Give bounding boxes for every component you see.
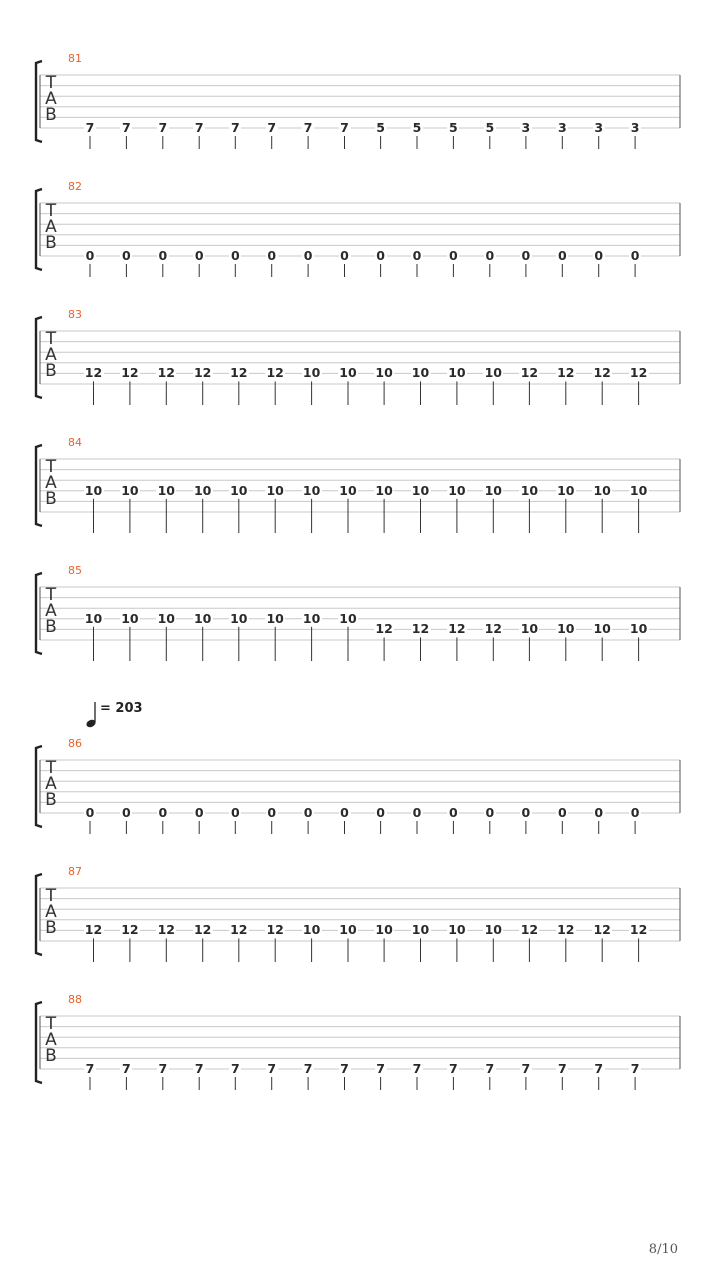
fret-number: 7 xyxy=(194,120,204,135)
fret-number: 7 xyxy=(230,120,240,135)
fret-number: 12 xyxy=(266,922,284,938)
fret-number: 0 xyxy=(412,805,422,820)
fret-number: 10 xyxy=(629,482,648,498)
fret-number: 12 xyxy=(484,621,502,637)
tab-clef-letter: A xyxy=(45,217,57,237)
fret-number: 0 xyxy=(122,805,131,820)
fret-number: 12 xyxy=(375,621,393,637)
fret-number: 10 xyxy=(84,482,103,498)
fret-number: 12 xyxy=(193,365,212,381)
fret-number: 0 xyxy=(303,805,313,820)
tab-clef-letter: A xyxy=(45,1030,57,1050)
fret-number: 5 xyxy=(485,120,495,135)
tab-clef-letter: B xyxy=(45,361,57,381)
fret-number: 10 xyxy=(157,610,175,626)
fret-number: 10 xyxy=(484,922,502,938)
fret-number: 12 xyxy=(593,922,611,938)
fret-number: 10 xyxy=(520,621,539,637)
fret-number: 10 xyxy=(484,482,502,498)
fret-number: 10 xyxy=(302,482,321,498)
fret-number: 3 xyxy=(594,120,604,135)
fret-number: 0 xyxy=(194,248,204,263)
fret-number: 12 xyxy=(557,365,575,381)
fret-number: 12 xyxy=(411,621,430,637)
tab-clef-letter: T xyxy=(45,73,57,93)
fret-number: 10 xyxy=(593,621,611,637)
fret-number: 10 xyxy=(339,365,357,381)
fret-number: 7 xyxy=(158,120,168,135)
fret-number: 3 xyxy=(557,120,567,135)
fret-number: 12 xyxy=(557,922,575,938)
fret-number: 0 xyxy=(485,805,495,820)
tab-staff xyxy=(0,1000,720,1090)
measure-number: 81 xyxy=(68,52,82,65)
tab-clef-letter: T xyxy=(45,201,57,221)
fret-number: 12 xyxy=(593,365,611,381)
fret-number: 7 xyxy=(122,1061,131,1076)
fret-number: 3 xyxy=(630,120,640,135)
fret-number: 10 xyxy=(121,610,139,626)
fret-number: 0 xyxy=(521,248,531,263)
fret-number: 12 xyxy=(84,365,103,381)
fret-number: 0 xyxy=(267,248,277,263)
fret-number: 10 xyxy=(302,922,321,938)
fret-number: 7 xyxy=(122,120,131,135)
quarter-note-icon xyxy=(84,700,98,730)
fret-number: 7 xyxy=(376,1061,385,1076)
tempo-marking xyxy=(84,700,164,730)
tab-clef-letter: T xyxy=(45,585,57,605)
fret-number: 10 xyxy=(629,621,648,637)
fret-number: 7 xyxy=(194,1061,204,1076)
fret-number: 7 xyxy=(85,120,95,135)
fret-number: 10 xyxy=(193,610,212,626)
tab-staff xyxy=(0,315,720,405)
tab-clef-letter: B xyxy=(45,489,57,509)
fret-number: 7 xyxy=(630,1061,640,1076)
fret-number: 12 xyxy=(157,922,175,938)
measure-number: 85 xyxy=(68,564,82,577)
fret-number: 7 xyxy=(449,1061,458,1076)
fret-number: 7 xyxy=(594,1061,604,1076)
fret-number: 10 xyxy=(302,365,321,381)
fret-number: 0 xyxy=(158,805,168,820)
fret-number: 10 xyxy=(339,610,357,626)
fret-number: 10 xyxy=(448,482,466,498)
fret-number: 0 xyxy=(85,805,95,820)
page-number: 8/10 xyxy=(648,1242,678,1257)
fret-number: 7 xyxy=(230,1061,240,1076)
fret-number: 0 xyxy=(449,805,458,820)
fret-number: 0 xyxy=(594,805,604,820)
tab-clef-letter: B xyxy=(45,233,57,253)
fret-number: 7 xyxy=(158,1061,168,1076)
fret-number: 0 xyxy=(158,248,168,263)
fret-number: 12 xyxy=(520,922,539,938)
tab-staff xyxy=(0,187,720,277)
fret-number: 7 xyxy=(303,120,313,135)
fret-number: 0 xyxy=(122,248,131,263)
tab-clef-letter: B xyxy=(45,617,57,637)
fret-number: 12 xyxy=(121,922,139,938)
fret-number: 7 xyxy=(267,120,277,135)
tab-staff xyxy=(0,571,720,661)
fret-number: 10 xyxy=(375,365,393,381)
fret-number: 0 xyxy=(340,248,349,263)
tab-clef-letter: B xyxy=(45,790,57,810)
fret-number: 12 xyxy=(448,621,466,637)
fret-number: 10 xyxy=(157,482,175,498)
fret-number: 7 xyxy=(267,1061,277,1076)
fret-number: 12 xyxy=(266,365,284,381)
fret-number: 10 xyxy=(557,482,575,498)
fret-number: 0 xyxy=(557,248,567,263)
fret-number: 10 xyxy=(520,482,539,498)
fret-number: 10 xyxy=(230,482,248,498)
tab-clef-letter: T xyxy=(45,758,57,778)
tab-clef-letter: B xyxy=(45,918,57,938)
fret-number: 12 xyxy=(230,365,248,381)
fret-number: 12 xyxy=(230,922,248,938)
fret-number: 0 xyxy=(594,248,604,263)
fret-number: 0 xyxy=(230,248,240,263)
fret-number: 0 xyxy=(267,805,277,820)
tab-clef-letter: A xyxy=(45,89,57,109)
tab-clef-letter: A xyxy=(45,902,57,922)
tab-clef-letter: T xyxy=(45,1014,57,1034)
fret-number: 0 xyxy=(485,248,495,263)
fret-number: 7 xyxy=(303,1061,313,1076)
fret-number: 7 xyxy=(412,1061,422,1076)
fret-number: 0 xyxy=(412,248,422,263)
tab-clef-letter: B xyxy=(45,105,57,125)
fret-number: 10 xyxy=(411,482,430,498)
tab-staff xyxy=(0,744,720,834)
fret-number: 0 xyxy=(303,248,313,263)
fret-number: 10 xyxy=(121,482,139,498)
fret-number: 10 xyxy=(448,922,466,938)
tab-clef-letter: A xyxy=(45,345,57,365)
tab-clef-letter: B xyxy=(45,1046,57,1066)
fret-number: 10 xyxy=(302,610,321,626)
measure-number: 86 xyxy=(68,737,82,750)
fret-number: 0 xyxy=(449,248,458,263)
fret-number: 10 xyxy=(411,365,430,381)
measure-number: 83 xyxy=(68,308,82,321)
fret-number: 12 xyxy=(520,365,539,381)
tab-clef-letter: A xyxy=(45,774,57,794)
fret-number: 0 xyxy=(85,248,95,263)
fret-number: 10 xyxy=(411,922,430,938)
fret-number: 5 xyxy=(376,120,385,135)
fret-number: 10 xyxy=(339,922,357,938)
fret-number: 0 xyxy=(340,805,349,820)
fret-number: 10 xyxy=(375,482,393,498)
fret-number: 7 xyxy=(557,1061,567,1076)
fret-number: 7 xyxy=(340,120,349,135)
fret-number: 7 xyxy=(340,1061,349,1076)
fret-number: 10 xyxy=(266,610,284,626)
fret-number: 0 xyxy=(630,805,640,820)
fret-number: 10 xyxy=(557,621,575,637)
fret-number: 10 xyxy=(593,482,611,498)
fret-number: 0 xyxy=(376,805,385,820)
tempo-value: = 203 xyxy=(100,701,143,716)
measure-number: 87 xyxy=(68,865,82,878)
fret-number: 7 xyxy=(521,1061,531,1076)
fret-number: 10 xyxy=(448,365,466,381)
fret-number: 12 xyxy=(84,922,103,938)
fret-number: 5 xyxy=(412,120,422,135)
fret-number: 7 xyxy=(485,1061,495,1076)
fret-number: 7 xyxy=(85,1061,95,1076)
fret-number: 10 xyxy=(84,610,103,626)
fret-number: 0 xyxy=(557,805,567,820)
fret-number: 12 xyxy=(193,922,212,938)
fret-number: 0 xyxy=(230,805,240,820)
fret-number: 12 xyxy=(121,365,139,381)
fret-number: 10 xyxy=(230,610,248,626)
fret-number: 12 xyxy=(157,365,175,381)
fret-number: 0 xyxy=(376,248,385,263)
fret-number: 10 xyxy=(484,365,502,381)
tab-staff xyxy=(0,59,720,149)
tab-clef-letter: A xyxy=(45,601,57,621)
fret-number: 10 xyxy=(375,922,393,938)
fret-number: 0 xyxy=(630,248,640,263)
fret-number: 5 xyxy=(449,120,458,135)
tab-clef-letter: T xyxy=(45,329,57,349)
fret-number: 0 xyxy=(194,805,204,820)
fret-number: 0 xyxy=(521,805,531,820)
fret-number: 10 xyxy=(193,482,212,498)
measure-number: 84 xyxy=(68,436,82,449)
fret-number: 10 xyxy=(339,482,357,498)
fret-number: 12 xyxy=(629,922,648,938)
measure-number: 88 xyxy=(68,993,82,1006)
tab-staff xyxy=(0,872,720,962)
fret-number: 12 xyxy=(629,365,648,381)
fret-number: 3 xyxy=(521,120,531,135)
tab-clef-letter: T xyxy=(45,457,57,477)
fret-number: 10 xyxy=(266,482,284,498)
tab-clef-letter: A xyxy=(45,473,57,493)
tab-clef-letter: T xyxy=(45,886,57,906)
measure-number: 82 xyxy=(68,180,82,193)
